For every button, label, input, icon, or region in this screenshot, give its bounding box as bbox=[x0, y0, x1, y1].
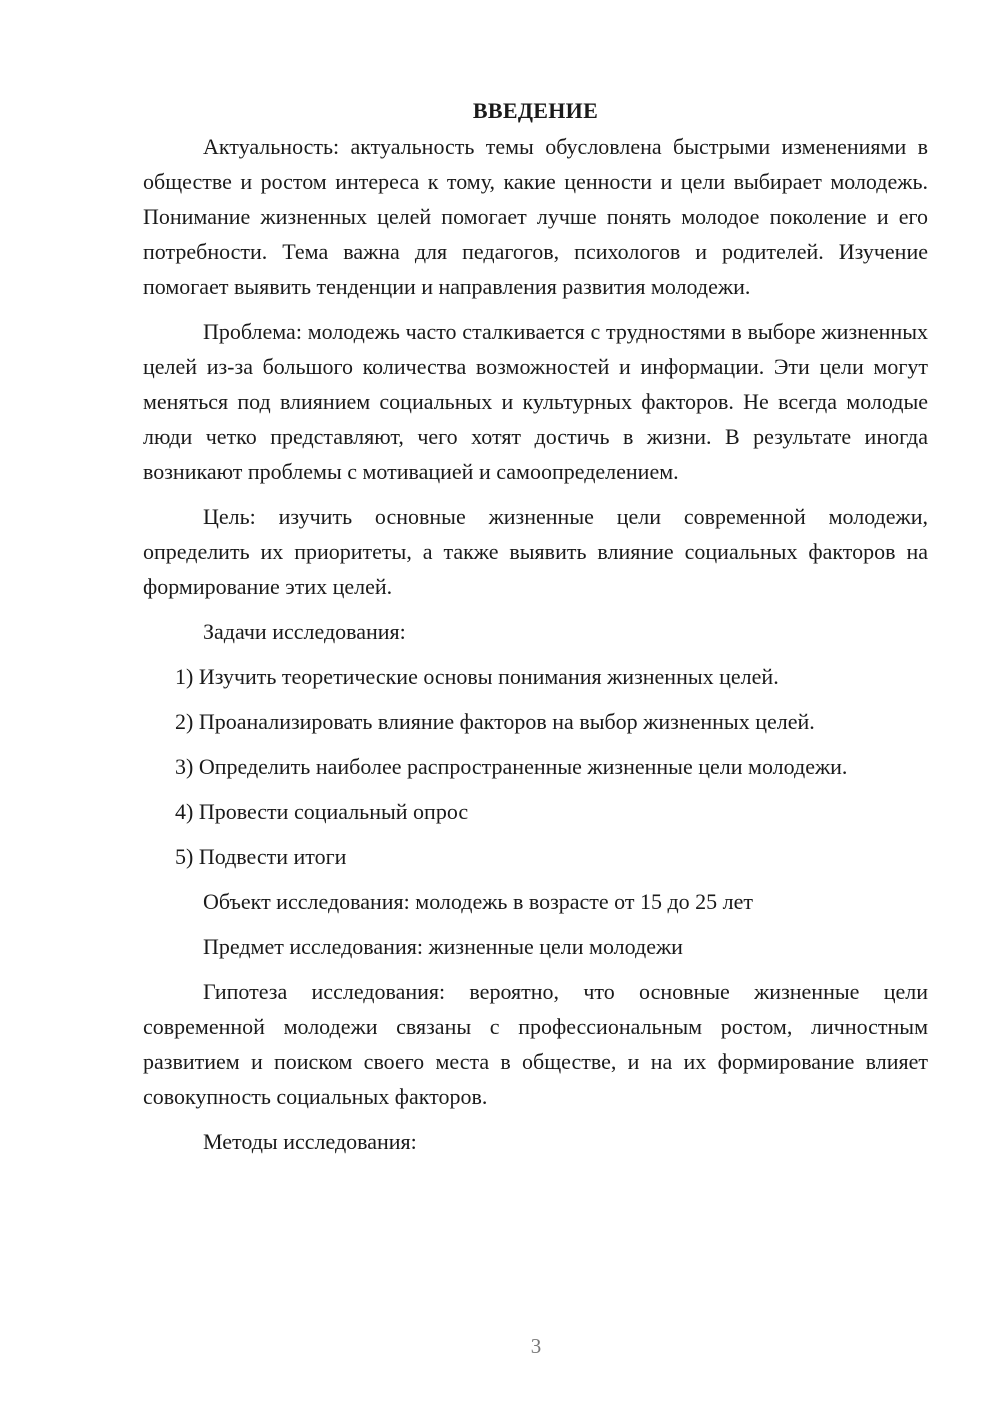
hypothesis-paragraph: Гипотеза исследования: вероятно, что основные жизненные цели современной молодежи связаны с профессиональным ростом, личностным развитием и поиском своего места в обществе, и на их формирование влияет совокупность социальных факторов. bbox=[143, 979, 928, 1109]
task-item-4: 4) Провести социальный опрос bbox=[175, 799, 469, 824]
tasks-heading: Задачи исследования: bbox=[203, 619, 406, 644]
page-number: 3 bbox=[530, 1334, 542, 1358]
relevance-paragraph: Актуальность: актуальность темы обусловлена быстрыми изменениями в обществе и ростом интереса к тому, какие ценности и цели выбирает молодежь. Понимание жизненных целей помогает лучше понять молодое поколение и его потребности. Тема важна для педагогов, психологов и родителей. Изучение помогает выявить тенденции и направления развития молодежи. bbox=[143, 134, 928, 299]
subject-line: Предмет исследования: жизненные цели молодежи bbox=[203, 934, 683, 959]
task-item-5: 5) Подвести итоги bbox=[175, 844, 347, 869]
document-page bbox=[143, 93, 928, 1169]
methods-heading: Методы исследования: bbox=[203, 1129, 417, 1154]
section-title: ВВЕДЕНИЕ bbox=[472, 98, 599, 123]
object-line: Объект исследования: молодежь в возрасте от 15 до 25 лет bbox=[203, 889, 754, 914]
goal-paragraph: Цель: изучить основные жизненные цели современной молодежи, определить их приоритеты, а также выявить влияние социальных факторов на формирование этих целей. bbox=[143, 504, 928, 599]
task-item-3: 3) Определить наиболее распространенные жизненные цели молодежи. bbox=[175, 754, 848, 779]
task-item-1: 1) Изучить теоретические основы понимания жизненных целей. bbox=[175, 664, 779, 689]
task-item-2: 2) Проанализировать влияние факторов на выбор жизненных целей. bbox=[175, 709, 815, 734]
problem-paragraph: Проблема: молодежь часто сталкивается с трудностями в выборе жизненных целей из-за большого количества возможностей и информации. Эти цели могут меняться под влиянием социальных и культурных факторов. Не всегда молодые люди четко представляют, чего хотят достичь в жизни. В результате иногда возникают проблемы с мотивацией и самоопределением. bbox=[143, 319, 928, 484]
